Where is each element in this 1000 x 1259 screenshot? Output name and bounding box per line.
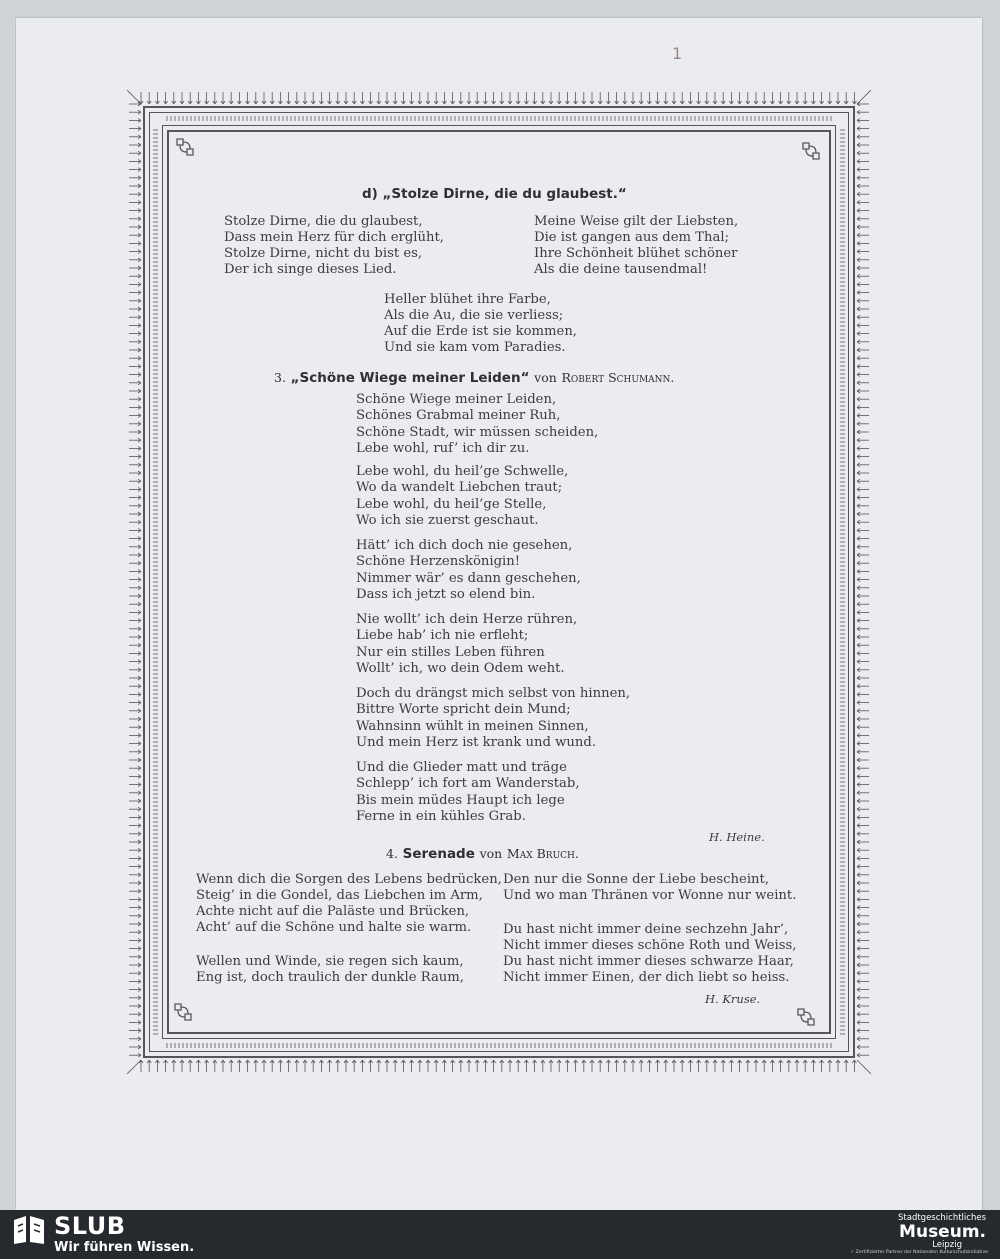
poet-attribution: H. Heine. [709,830,765,844]
poem-line: Nie wollt’ ich dein Herze rühren, [356,612,578,627]
poem-line: Stolze Dirne, die du glaubest, [224,214,423,229]
song-title: Serenade [402,846,475,862]
poem-line: Steig’ in die Gondel, das Liebchen im Arm, [196,888,483,903]
partner-label-top: Stadtgeschichtliches [898,1213,986,1223]
poem-line: Die ist gangen aus dem Thal; [534,230,730,245]
partner-city: Leipzig [932,1240,962,1250]
poem-line: Wo ich sie zuerst geschaut. [356,513,539,529]
poem-line: Achte nicht auf die Paläste und Brücken, [196,904,470,919]
poem-line: Und mein Herz ist krank und wund. [356,735,597,751]
poem-line: Nimmer wär’ es dann geschehen, [356,570,581,586]
slub-brand[interactable]: SLUB [54,1212,126,1240]
poem-line: Du hast nicht immer dieses schwarze Haar, [503,954,794,969]
slub-logo-icon[interactable] [12,1214,46,1246]
corner-ornament-bottom-left [172,1001,194,1023]
section-4-heading [386,846,579,862]
poem-line: Wo da wandelt Liebchen traut; [356,480,563,496]
poem-line: Wollt’ ich, wo dein Odem weht. [356,661,565,677]
poem-line: Schöne Stadt, wir müssen scheiden, [356,424,599,440]
section-number: 4. [386,846,398,861]
by-word: von [534,370,557,385]
corner-ornament-bottom-right [795,1006,817,1028]
corner-ornament-top-right [800,140,822,162]
corner-ornament-top-left [174,136,196,158]
poem-line: Den nur die Sonne der Liebe bescheint, [503,872,770,887]
poem-line: Der ich singe dieses Lied. [224,262,397,277]
poem-line: Meine Weise gilt der Liebsten, [534,214,739,229]
poem-line: Schlepp’ ich fort am Wanderstab, [356,776,580,792]
poem-line: Und sie kam vom Paradies. [384,340,566,355]
poem-line: Schöne Herzenskönigin! [356,554,521,570]
composer-name: Robert Schumann. [561,370,675,385]
poem-line: Lebe wohl, du heil’ge Stelle, [356,496,547,512]
poem-line: Heller blühet ihre Farbe, [384,292,551,307]
poem-line: Und wo man Thränen vor Wonne nur weint. [503,888,797,903]
composer-name: Max Bruch. [506,846,579,861]
poem-line: Hätt’ ich dich doch nie gesehen, [356,538,573,553]
by-word: von [479,846,503,861]
poem-line: Wellen und Winde, sie regen sich kaum, [196,954,464,969]
poem-line: Wahnsinn wühlt in meinen Sinnen, [356,718,589,734]
poem-line: Auf die Erde ist sie kommen, [384,324,578,339]
section-number: 3. [274,370,286,385]
poem-line: Wenn dich die Sorgen des Lebens bedrücken, [196,872,502,887]
poem-line: Und die Glieder matt und träge [356,760,567,775]
partner-logo-museum[interactable]: Museum. [899,1222,986,1242]
poem-line: Nicht immer Einen, der dich liebt so heiss. [503,970,790,985]
poem-line: Liebe hab’ ich nie erfleht; [356,628,529,644]
poem-line: Lebe wohl, du heil’ge Schwelle, [356,464,569,479]
poem-line: Als die Au, die sie verliess; [384,308,564,323]
poem-line: Eng ist, doch traulich der dunkle Raum, [196,970,465,985]
section-d-heading: d) „Stolze Dirne, die du glaubest.“ [362,186,627,202]
poem-line: Schönes Grabmal meiner Ruh, [356,408,561,424]
poem-line: Schöne Wiege meiner Leiden, [356,392,557,407]
partner-certification-note: ✓ Zertifizierter Partner der Nationalen Kulturschutzinitiative [850,1250,988,1255]
slub-tagline: Wir führen Wissen. [54,1240,195,1255]
section-3-heading [274,370,674,386]
poem-line: Stolze Dirne, nicht du bist es, [224,246,423,261]
poem-line: Ferne in ein kühles Grab. [356,809,526,825]
poem-line: Acht’ auf die Schöne und halte sie warm. [196,920,472,935]
poem-line: Bis mein müdes Haupt ich lege [356,792,565,808]
pencil-page-number: 1 [672,44,683,63]
poem-line: Dass mein Herz für dich erglüht, [224,230,444,245]
poem-line: Dass ich jetzt so elend bin. [356,587,536,603]
page-fold-edge [14,18,15,1210]
poem-line: Bittre Worte spricht dein Mund; [356,702,571,718]
poem-line: Nicht immer dieses schöne Roth und Weiss, [503,938,797,953]
poem-line: Nur ein stilles Leben führen [356,644,545,660]
poem-line: Ihre Schönheit blühet schöner [534,246,738,261]
poet-attribution: H. Kruse. [705,992,761,1006]
poem-line: Doch du drängst mich selbst von hinnen, [356,686,631,701]
poem-line: Lebe wohl, ruf’ ich dir zu. [356,441,530,457]
poem-line: Als die deine tausendmal! [534,262,708,277]
poem-line: Du hast nicht immer deine sechzehn Jahr’, [503,922,789,937]
song-title: „Schöne Wiege meiner Leiden“ [290,370,530,386]
